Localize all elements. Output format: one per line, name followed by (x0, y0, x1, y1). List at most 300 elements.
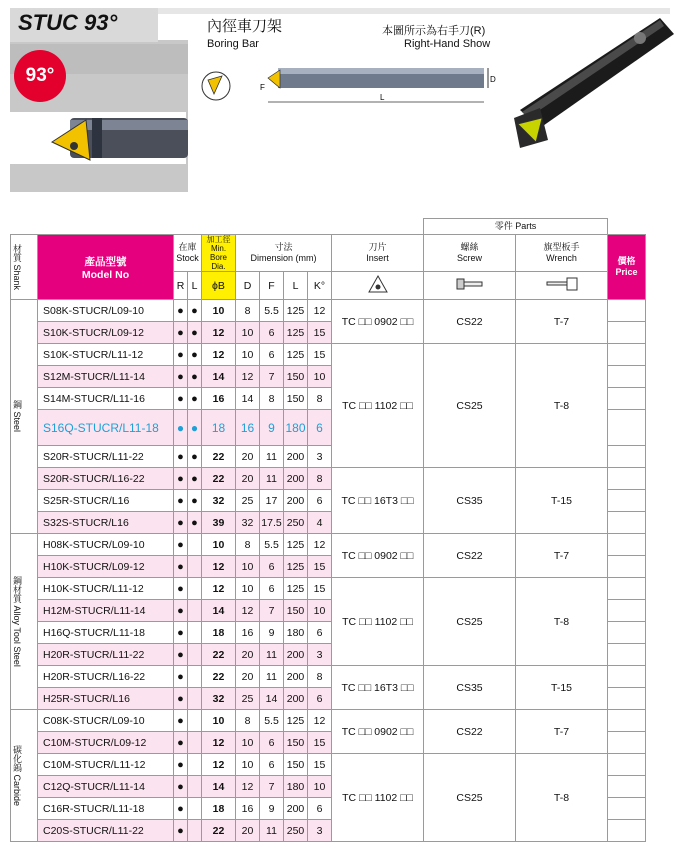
series-title: STUC 93° (18, 10, 118, 35)
screw-cell: CS22 (424, 300, 516, 344)
k-cell: 6 (308, 688, 332, 710)
price-cell (608, 710, 646, 732)
f-cell: 8 (260, 388, 284, 410)
price-cell (608, 754, 646, 776)
screw-cell: CS35 (424, 666, 516, 710)
f-cell: 6 (260, 578, 284, 600)
stock-l (188, 798, 202, 820)
stock-l (188, 710, 202, 732)
f-cell: 14 (260, 688, 284, 710)
product-name-cn: 內徑車刀架 (207, 18, 283, 35)
stock-header-en: Stock (176, 253, 199, 263)
l-cell: 200 (284, 468, 308, 490)
price-cell (608, 446, 646, 468)
l-cell: 125 (284, 534, 308, 556)
stock-r: ● (174, 754, 188, 776)
f-cell: 6 (260, 754, 284, 776)
f-cell: 9 (260, 798, 284, 820)
k-cell: 8 (308, 388, 332, 410)
k-cell: 3 (308, 644, 332, 666)
screw-cell: CS22 (424, 534, 516, 578)
price-header-en: Price (615, 267, 638, 277)
insert-header-en: Insert (366, 253, 389, 263)
stock-r: ● (174, 366, 188, 388)
stock-l: ● (188, 446, 202, 468)
k-cell: 15 (308, 578, 332, 600)
bore-cell: 10 (202, 710, 236, 732)
stock-r: ● (174, 512, 188, 534)
l-cell: 200 (284, 666, 308, 688)
model-cell: S16Q-STUCR/L11-18 (38, 410, 174, 446)
insert-cell: TC □□ 1102 □□ (332, 344, 424, 468)
f-cell: 6 (260, 344, 284, 366)
l-cell: 250 (284, 820, 308, 842)
dimension-header-en: Dimension (mm) (250, 253, 317, 263)
insert-cell: TC □□ 16T3 □□ (332, 666, 424, 710)
k-cell: 15 (308, 322, 332, 344)
f-cell: 5.5 (260, 710, 284, 732)
bore-cell: 12 (202, 344, 236, 366)
stock-l (188, 644, 202, 666)
bore-cell: 39 (202, 512, 236, 534)
wrench-cell: T-8 (516, 344, 608, 468)
l-cell: 200 (284, 446, 308, 468)
k-cell: 3 (308, 446, 332, 468)
stock-r: ● (174, 388, 188, 410)
dimension-header (236, 235, 332, 272)
l-cell: 125 (284, 344, 308, 366)
k-cell: 6 (308, 622, 332, 644)
stock-l: ● (188, 512, 202, 534)
k-cell: 12 (308, 300, 332, 322)
wrench-cell: T-7 (516, 710, 608, 754)
k-cell: 12 (308, 534, 332, 556)
stock-l: ● (188, 388, 202, 410)
k-cell: 15 (308, 732, 332, 754)
k-cell: 8 (308, 468, 332, 490)
stock-header (174, 235, 202, 272)
price-cell (608, 512, 646, 534)
model-cell: C10M-STUCR/L09-12 (38, 732, 174, 754)
stock-l (188, 776, 202, 798)
f-cell: 5.5 (260, 300, 284, 322)
stock-r: ● (174, 344, 188, 366)
wrench-cell: T-15 (516, 468, 608, 534)
stock-l (188, 622, 202, 644)
model-cell: S10K-STUCR/L11-12 (38, 344, 174, 366)
stock-l (188, 666, 202, 688)
screw-header-en: Screw (456, 253, 482, 263)
price-cell (608, 410, 646, 446)
d-cell: 10 (236, 754, 260, 776)
bore-header (202, 235, 236, 272)
price-cell (608, 666, 646, 688)
model-cell: H20R-STUCR/L16-22 (38, 666, 174, 688)
screw-icon (424, 272, 516, 300)
model-cell: S20R-STUCR/L16-22 (38, 468, 174, 490)
model-cell: H10K-STUCR/L11-12 (38, 578, 174, 600)
model-cell: C10M-STUCR/L11-12 (38, 754, 174, 776)
table-row (11, 754, 646, 776)
model-cell: S10K-STUCR/L09-12 (38, 322, 174, 344)
model-cell: H12M-STUCR/L11-14 (38, 600, 174, 622)
l-cell: 200 (284, 798, 308, 820)
k-cell: 4 (308, 512, 332, 534)
boring-bar-photo (514, 18, 674, 148)
price-cell (608, 798, 646, 820)
wrench-header (516, 235, 608, 272)
f-cell: 11 (260, 666, 284, 688)
wrench-header-en: Wrench (546, 253, 577, 263)
price-cell (608, 322, 646, 344)
shank-header: 材質 Shank (11, 235, 38, 300)
insert-header (332, 235, 424, 272)
d-cell: 20 (236, 666, 260, 688)
model-cell: C08K-STUCR/L09-10 (38, 710, 174, 732)
insert-cell: TC □□ 16T3 □□ (332, 468, 424, 534)
model-cell: H25R-STUCR/L16 (38, 688, 174, 710)
price-cell (608, 556, 646, 578)
l-cell: 125 (284, 556, 308, 578)
d-cell: 8 (236, 300, 260, 322)
screw-cell: CS25 (424, 578, 516, 666)
d-cell: 14 (236, 388, 260, 410)
stock-l (188, 556, 202, 578)
bore-cell: 22 (202, 820, 236, 842)
k-cell: 10 (308, 776, 332, 798)
table-row (11, 534, 646, 556)
bore-cell: 12 (202, 556, 236, 578)
stock-l: ● (188, 300, 202, 322)
d-cell: 25 (236, 490, 260, 512)
bore-header-en1: Min. Bore (210, 244, 227, 262)
k-cell: 6 (308, 490, 332, 512)
d-cell: 10 (236, 322, 260, 344)
price-cell (608, 600, 646, 622)
k-cell: 15 (308, 556, 332, 578)
stock-r: ● (174, 622, 188, 644)
table-row (11, 666, 646, 688)
l-cell: 150 (284, 388, 308, 410)
boring-bar-drawing (202, 68, 496, 102)
price-cell (608, 644, 646, 666)
screw-cell: CS22 (424, 710, 516, 754)
l-cell: 200 (284, 688, 308, 710)
bore-header-cn: 加工徑 (206, 235, 231, 244)
bore-cell: 12 (202, 732, 236, 754)
l-cell: 250 (284, 512, 308, 534)
stock-r: ● (174, 820, 188, 842)
model-cell: H16Q-STUCR/L11-18 (38, 622, 174, 644)
screw-cell: CS25 (424, 754, 516, 842)
bore-cell: 22 (202, 666, 236, 688)
svg-text:D: D (490, 75, 496, 84)
d-cell: 12 (236, 776, 260, 798)
l-cell: 125 (284, 578, 308, 600)
d-cell: 16 (236, 798, 260, 820)
l-cell: 200 (284, 490, 308, 512)
bore-cell: 18 (202, 622, 236, 644)
insert-cell: TC □□ 1102 □□ (332, 754, 424, 842)
price-cell (608, 344, 646, 366)
stock-l: ● (188, 322, 202, 344)
insert-icon (332, 272, 424, 300)
stock-r: ● (174, 490, 188, 512)
k-header: K° (308, 272, 332, 300)
k-cell: 6 (308, 410, 332, 446)
bore-cell: 18 (202, 410, 236, 446)
d-cell: 10 (236, 578, 260, 600)
model-cell: S14M-STUCR/L11-16 (38, 388, 174, 410)
insert-cell: TC □□ 0902 □□ (332, 534, 424, 578)
bore-cell: 22 (202, 644, 236, 666)
d-cell: 12 (236, 366, 260, 388)
stock-r: ● (174, 688, 188, 710)
price-cell (608, 688, 646, 710)
stock-r: ● (174, 666, 188, 688)
f-cell: 7 (260, 776, 284, 798)
bore-cell: 22 (202, 468, 236, 490)
model-header-en: Model No (81, 268, 130, 281)
insert-cell: TC □□ 0902 □□ (332, 710, 424, 754)
stock-l (188, 578, 202, 600)
stock-l: ● (188, 490, 202, 512)
bore-cell: 14 (202, 776, 236, 798)
l-cell: 200 (284, 644, 308, 666)
stock-r: ● (174, 578, 188, 600)
stock-header-cn: 在庫 (178, 242, 197, 252)
bore-cell: 12 (202, 578, 236, 600)
series-title-box (10, 8, 158, 42)
wrench-icon (516, 272, 608, 300)
price-cell (608, 732, 646, 754)
stock-l: ● (188, 410, 202, 446)
table-row (11, 578, 646, 600)
wrench-header-cn: 旗型板手 (543, 242, 580, 252)
l-cell: 150 (284, 600, 308, 622)
screw-cell: CS35 (424, 468, 516, 534)
l-cell: 150 (284, 366, 308, 388)
l-cell: 125 (284, 710, 308, 732)
shank-steel: 鋼 Steel (11, 300, 38, 534)
wrench-cell: T-15 (516, 666, 608, 710)
stock-r: ● (174, 534, 188, 556)
f-cell: 17.5 (260, 512, 284, 534)
k-cell: 6 (308, 798, 332, 820)
l-cell: 125 (284, 300, 308, 322)
d-cell: 10 (236, 344, 260, 366)
price-cell (608, 366, 646, 388)
svg-text:F: F (260, 83, 265, 92)
k-cell: 15 (308, 754, 332, 776)
stock-r: ● (174, 644, 188, 666)
bore-cell: 16 (202, 388, 236, 410)
note-cn: 本圖所示為右手刀(R) (382, 25, 486, 37)
bore-cell: 32 (202, 688, 236, 710)
price-cell (608, 300, 646, 322)
table-row (11, 468, 646, 490)
shank-carbide: 碳化鎢 Carbide (11, 710, 38, 842)
d-cell: 32 (236, 512, 260, 534)
table-row (11, 344, 646, 366)
k-cell: 15 (308, 344, 332, 366)
bore-cell: 10 (202, 300, 236, 322)
d-cell: 10 (236, 556, 260, 578)
parts-header: 零件 Parts (424, 219, 608, 235)
model-cell: H20R-STUCR/L11-22 (38, 644, 174, 666)
f-cell: 11 (260, 468, 284, 490)
stock-l (188, 534, 202, 556)
model-cell: S25R-STUCR/L16 (38, 490, 174, 512)
stock-r: ● (174, 556, 188, 578)
k-cell: 12 (308, 710, 332, 732)
d-cell: 20 (236, 446, 260, 468)
table-row (11, 710, 646, 732)
stock-r-header: R (174, 272, 188, 300)
k-cell: 10 (308, 600, 332, 622)
bore-cell: 18 (202, 798, 236, 820)
bore-cell: 12 (202, 322, 236, 344)
l-cell: 180 (284, 410, 308, 446)
stock-r: ● (174, 468, 188, 490)
model-header-cn: 產品型號 (84, 255, 127, 268)
stock-r: ● (174, 322, 188, 344)
model-cell: C20S-STUCR/L11-22 (38, 820, 174, 842)
f-cell: 7 (260, 600, 284, 622)
price-cell (608, 468, 646, 490)
svg-text:L: L (380, 93, 385, 102)
model-cell: S12M-STUCR/L11-14 (38, 366, 174, 388)
model-header (38, 235, 174, 300)
angle-badge: 93° (14, 50, 66, 102)
d-cell: 10 (236, 732, 260, 754)
price-cell (608, 776, 646, 798)
price-cell (608, 578, 646, 600)
stock-l (188, 688, 202, 710)
stock-r: ● (174, 798, 188, 820)
l-cell: 150 (284, 754, 308, 776)
bore-symbol-header: ϕB (202, 272, 236, 300)
d-header: D (236, 272, 260, 300)
stock-l-header: L (188, 272, 202, 300)
l-cell: 150 (284, 732, 308, 754)
screw-header (424, 235, 516, 272)
k-cell: 10 (308, 366, 332, 388)
wrench-cell: T-7 (516, 534, 608, 578)
model-cell: S20R-STUCR/L11-22 (38, 446, 174, 468)
l-cell: 180 (284, 776, 308, 798)
bore-header-en2: Dia. (211, 262, 226, 271)
shank-alloy: 鋼材質 Alloy Tool Steel (11, 534, 38, 710)
price-cell (608, 388, 646, 410)
model-cell: H10K-STUCR/L09-12 (38, 556, 174, 578)
stock-r: ● (174, 410, 188, 446)
insert-header-cn: 刀片 (368, 242, 387, 252)
stock-r: ● (174, 600, 188, 622)
bore-cell: 10 (202, 534, 236, 556)
price-cell (608, 820, 646, 842)
insert-cell: TC □□ 1102 □□ (332, 578, 424, 666)
f-cell: 11 (260, 446, 284, 468)
f-header: F (260, 272, 284, 300)
stock-r: ● (174, 710, 188, 732)
price-cell (608, 534, 646, 556)
d-cell: 8 (236, 534, 260, 556)
l-header: L (284, 272, 308, 300)
f-cell: 11 (260, 644, 284, 666)
stock-r: ● (174, 732, 188, 754)
model-cell: S32S-STUCR/L16 (38, 512, 174, 534)
f-cell: 5.5 (260, 534, 284, 556)
f-cell: 7 (260, 366, 284, 388)
f-cell: 9 (260, 622, 284, 644)
k-cell: 8 (308, 666, 332, 688)
bore-cell: 14 (202, 366, 236, 388)
table-row (11, 300, 646, 322)
price-cell (608, 622, 646, 644)
model-cell: S08K-STUCR/L09-10 (38, 300, 174, 322)
l-cell: 180 (284, 622, 308, 644)
price-header (608, 235, 646, 300)
stock-r: ● (174, 446, 188, 468)
f-cell: 6 (260, 732, 284, 754)
bore-cell: 14 (202, 600, 236, 622)
stock-l (188, 754, 202, 776)
wrench-cell: T-8 (516, 578, 608, 666)
d-cell: 20 (236, 644, 260, 666)
f-cell: 17 (260, 490, 284, 512)
stock-l (188, 600, 202, 622)
stock-l: ● (188, 344, 202, 366)
price-header-cn: 價格 (617, 256, 636, 266)
d-cell: 20 (236, 820, 260, 842)
d-cell: 25 (236, 688, 260, 710)
bore-cell: 32 (202, 490, 236, 512)
stock-l: ● (188, 468, 202, 490)
bore-cell: 22 (202, 446, 236, 468)
k-cell: 3 (308, 820, 332, 842)
header (0, 0, 680, 200)
insert-cell: TC □□ 0902 □□ (332, 300, 424, 344)
screw-cell: CS25 (424, 344, 516, 468)
l-cell: 125 (284, 322, 308, 344)
f-cell: 6 (260, 556, 284, 578)
screw-header-cn: 螺絲 (460, 242, 479, 252)
d-cell: 8 (236, 710, 260, 732)
spec-table (10, 218, 646, 842)
wrench-cell: T-7 (516, 300, 608, 344)
d-cell: 12 (236, 600, 260, 622)
stock-l (188, 820, 202, 842)
d-cell: 20 (236, 468, 260, 490)
model-cell: C12Q-STUCR/L11-14 (38, 776, 174, 798)
stock-r: ● (174, 300, 188, 322)
stock-r: ● (174, 776, 188, 798)
bore-cell: 12 (202, 754, 236, 776)
note-en: Right-Hand Show (404, 38, 491, 50)
dimension-header-cn: 寸法 (274, 242, 293, 252)
model-cell: C16R-STUCR/L11-18 (38, 798, 174, 820)
d-cell: 16 (236, 410, 260, 446)
f-cell: 9 (260, 410, 284, 446)
model-cell: H08K-STUCR/L09-10 (38, 534, 174, 556)
price-cell (608, 490, 646, 512)
wrench-cell: T-8 (516, 754, 608, 842)
f-cell: 6 (260, 322, 284, 344)
stock-l (188, 732, 202, 754)
stock-l: ● (188, 366, 202, 388)
product-name-en: Boring Bar (207, 38, 259, 50)
